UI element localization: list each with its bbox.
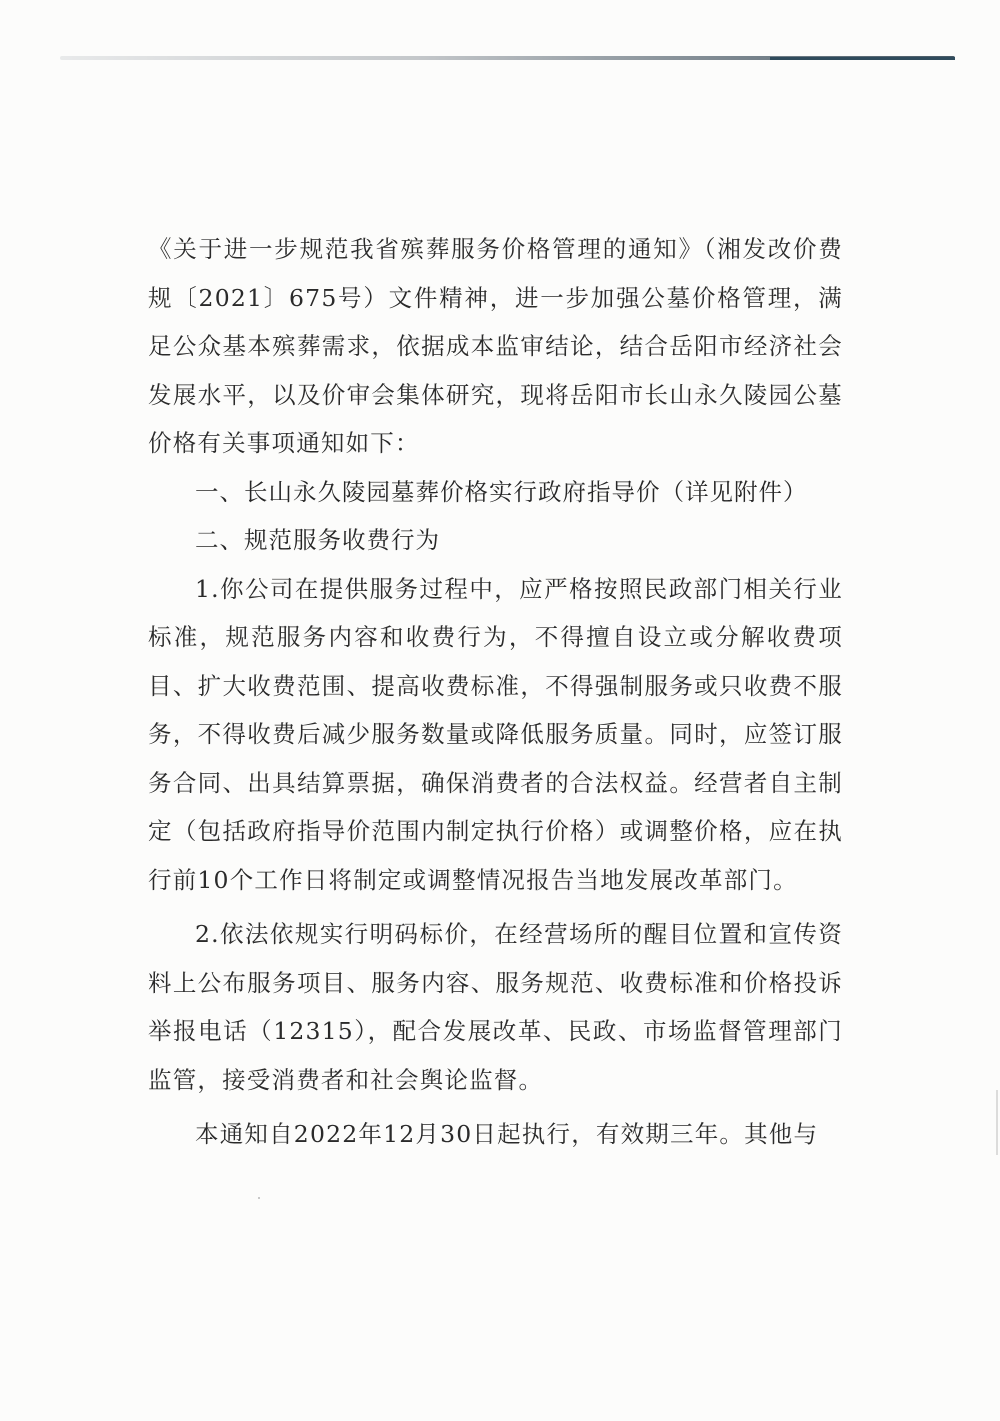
scan-top-rule-dark — [770, 57, 955, 60]
section-heading-1: 一、长山永久陵园墓葬价格实行政府指导价（详见附件） — [195, 477, 808, 506]
scan-speck — [258, 1197, 260, 1199]
list-item-2: 2.依法依规实行明码标价，在经营场所的醒目位置和宣传资料上公布服务项目、服务内容、服务规范、收费标准和价格投诉举报电话（12315），配合发展改革、民政、市场监督管理部门监管，接受消费者和社会舆论监督。 — [148, 920, 843, 1094]
scan-edge-mark — [996, 1090, 998, 1155]
document-body — [148, 225, 843, 1159]
list-item-1: 1.你公司在提供服务过程中，应严格按照民政部门相关行业标准，规范服务内容和收费行为，不得擅自设立或分解收费项目、扩大收费范围、提高收费标准，不得强制服务或只收费不服务，不得收费后减少服务数量或降低服务质量。同时，应签订服务合同、出具结算票据，确保消费者的合法权益。经营者自主制定（包括政府指导价范围内制定执行价格）或调整价格，应在执行前10个工作日将制定或调整情况报告当地发展改革部门。 — [148, 574, 843, 894]
intro-paragraph: 《关于进一步规范我省殡葬服务价格管理的通知》（湘发改价费规〔2021〕675号）文件精神，进一步加强公墓价格管理，满足公众基本殡葬需求，依据成本监审结论，结合岳阳市经济社会发展水平，以及价审会集体研究，现将岳阳市长山永久陵园公墓价格有关事项通知如下： — [148, 235, 843, 457]
section-heading-2: 二、规范服务收费行为 — [195, 526, 440, 554]
closing-paragraph: 本通知自2022年12月30日起执行，有效期三年。其他与 — [195, 1120, 819, 1148]
